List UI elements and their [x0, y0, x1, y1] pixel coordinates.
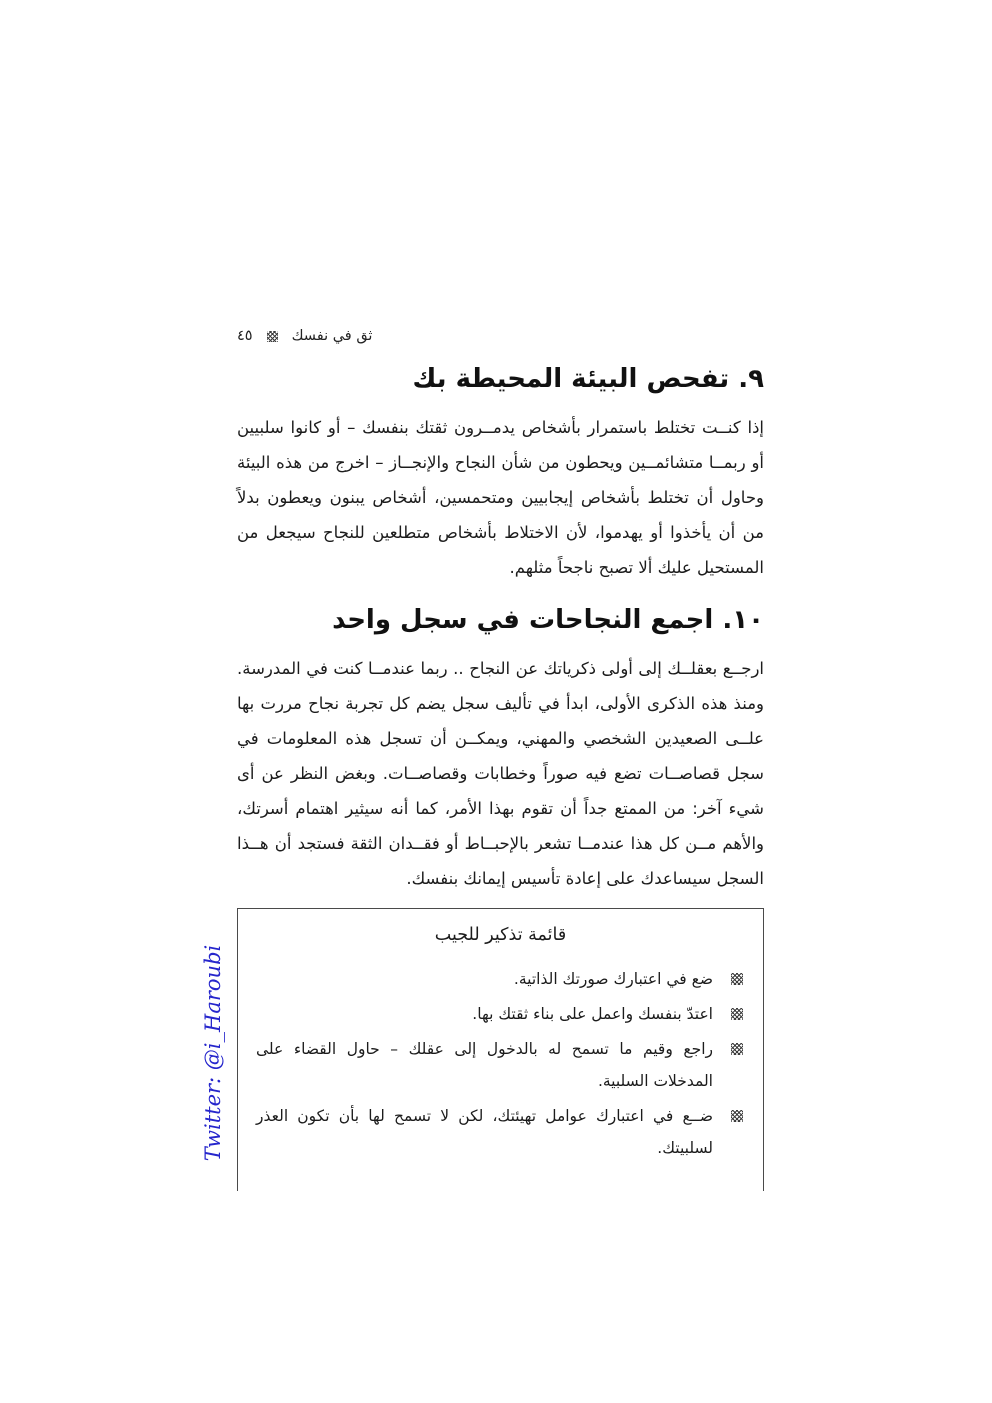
reminder-list [256, 963, 745, 1164]
page-content [237, 328, 764, 1191]
reminder-item [256, 1100, 745, 1164]
reminder-item-text: راجع وقيم ما تسمح له بالدخول إلى عقلك – حاول القضاء على المدخلات السلبية. [256, 1040, 713, 1090]
bullet-ornament-icon [731, 1008, 743, 1020]
bullet-ornament-icon [731, 1110, 743, 1122]
twitter-watermark: Twitter: @i_Haroubi [201, 944, 225, 1162]
section-9-heading: ٩. تفحص البيئة المحيطة بك [412, 364, 764, 394]
section-10-heading: ١٠. اجمع النجاحات في سجل واحد [332, 605, 764, 635]
reminder-item [256, 963, 745, 995]
reminder-box [237, 908, 764, 1191]
page-number: ٤٥ [237, 328, 253, 344]
reminder-item [256, 998, 745, 1030]
reminder-item-text: اعتدّ بنفسك واعمل على بناء ثقتك بها. [472, 1005, 713, 1023]
reminder-box-title: قائمة تذكير للجيب [434, 925, 567, 945]
reminder-item [256, 1033, 745, 1097]
running-header [237, 328, 764, 344]
reminder-item-text: ضع في اعتبارك صورتك الذاتية. [513, 970, 713, 988]
ornament-icon [267, 331, 278, 342]
bullet-ornament-icon [731, 1043, 743, 1055]
reminder-item-text: ضــع في اعتبارك عوامل تهيئتك، لكن لا تسمح لها بأن تكون العذر لسلبيتك. [256, 1107, 713, 1157]
book-title: ثق في نفسك [291, 328, 373, 344]
section-9-paragraph: إذا كنــت تختلط باستمرار بأشخاص يدمــرون ثقتك بنفسك – أو كانوا سلبيين أو ربمــا متشائمــين ويحطون من شأن النجاح والإنجــاز – اخرج من هذه البيئة وحاول أن تختلط بأشخاص إيجابيين ومتحمسين، أشخاص يبنون ويعطون بدلاً من أن يأخذوا أو يهدموا، لأن الاختلاط بأشخاص متطلعين للنجاح سيجعل من المستحيل عليك ألا تصبح ناجحاً مثلهم. [237, 418, 764, 577]
bullet-ornament-icon [731, 973, 743, 985]
section-10-paragraph: ارجــع بعقلــك إلى أولى ذكرياتك عن النجاح .. ربما عندمــا كنت في المدرسة. ومنذ هذه الذكرى الأولى، ابدأ في تأليف سجل يضم كل تجربة نجاح مررت بها علــى الصعيدين الشخصي والمهني، ويمكــن أن تسجل هذه المعلومات في سجل قصاصــات تضع فيه صوراً وخطابات وقصاصــات. وبغض النظر عن أى شيء آخر: من الممتع جداً أن تقوم بهذا الأمر، كما أنه سيثير اهتمام أسرتك، والأهم مــن كل هذا عندمــا تشعر بالإحبــاط أو فقــدان الثقة فستجد أن هــذا السجل سيساعدك على إعادة تأسيس إيمانك بنفسك. [237, 659, 764, 888]
